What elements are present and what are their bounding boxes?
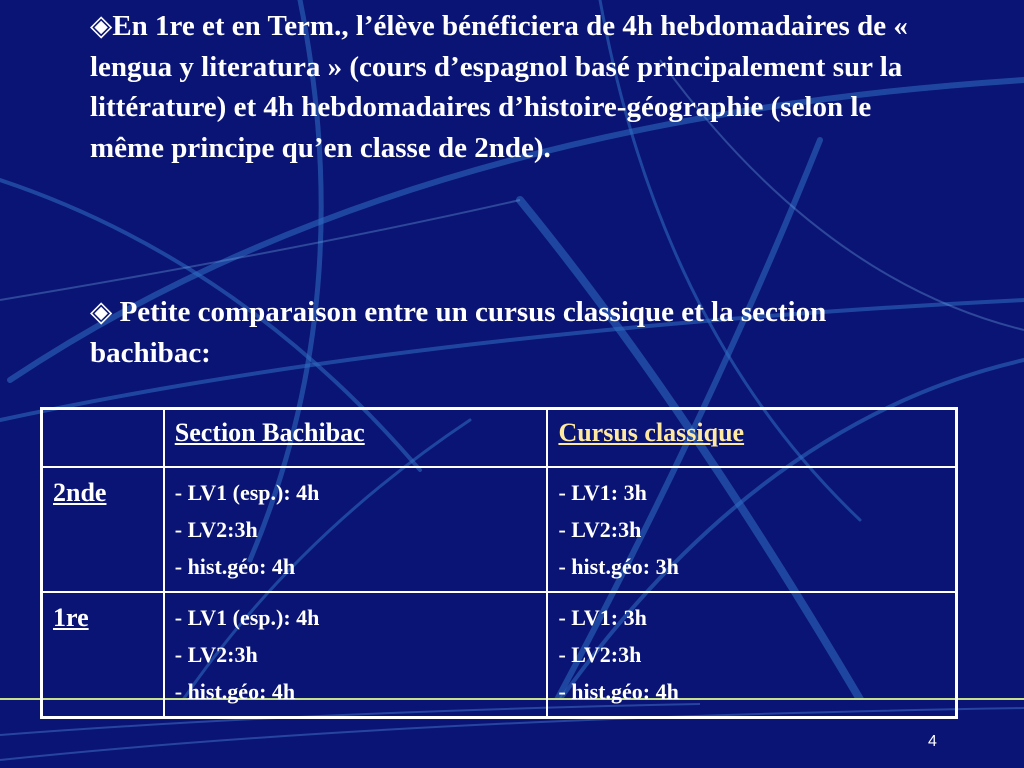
header-cell-classique <box>547 409 956 468</box>
list-item: - LV1 (esp.): 4h <box>174 605 320 630</box>
paragraph-text: En 1re et en Term., l’élève bénéficiera de 4h hebdomadaires de « lengua y literatura » (cours d’espagnol basé principalement sur la littérature) et 4h hebdomadaires d’histoire-géographie (selon le même principe qu’en classe de 2nde). <box>90 10 908 164</box>
list-item: - hist.géo: 4h <box>174 679 296 704</box>
paragraph-text: Petite comparaison entre un cursus classique et la section bachibac: <box>90 296 827 369</box>
table-header-row <box>42 409 957 468</box>
table-row-1re <box>42 592 957 718</box>
comparison-table <box>40 407 958 719</box>
list-item: - LV2:3h <box>558 517 642 542</box>
paragraph-comparison-intro <box>90 292 950 373</box>
list-item: - hist.géo: 3h <box>558 554 679 579</box>
bachibac-cell <box>164 592 548 718</box>
classique-cell <box>547 592 956 718</box>
row-label-cell <box>42 467 164 592</box>
paragraph-bachibac-hours <box>90 6 950 168</box>
list-item: - LV1: 3h <box>558 605 647 630</box>
diamond-bullet-icon: ◈ <box>90 296 113 328</box>
list-item: - LV2:3h <box>558 642 642 667</box>
slide-number: 4 <box>928 733 937 750</box>
table-row-2nde <box>42 467 957 592</box>
header-label-bachibac: Section Bachibac <box>174 418 365 447</box>
bachibac-cell <box>164 467 548 592</box>
row-label-cell <box>42 592 164 718</box>
classique-cell <box>547 467 956 592</box>
list-item: - LV1: 3h <box>558 480 647 505</box>
list-item: - LV1 (esp.): 4h <box>174 480 320 505</box>
header-cell-bachibac <box>164 409 548 468</box>
header-label-classique: Cursus classique <box>558 418 745 447</box>
diamond-bullet-icon: ◈ <box>90 10 113 42</box>
list-item: - hist.géo: 4h <box>174 554 296 579</box>
list-item: - LV2:3h <box>174 517 258 542</box>
row-label-2nde: 2nde <box>53 478 107 507</box>
list-item: - hist.géo: 4h <box>558 679 679 704</box>
row-label-1re: 1re <box>53 603 89 632</box>
header-cell-empty <box>42 409 164 468</box>
list-item: - LV2:3h <box>174 642 258 667</box>
